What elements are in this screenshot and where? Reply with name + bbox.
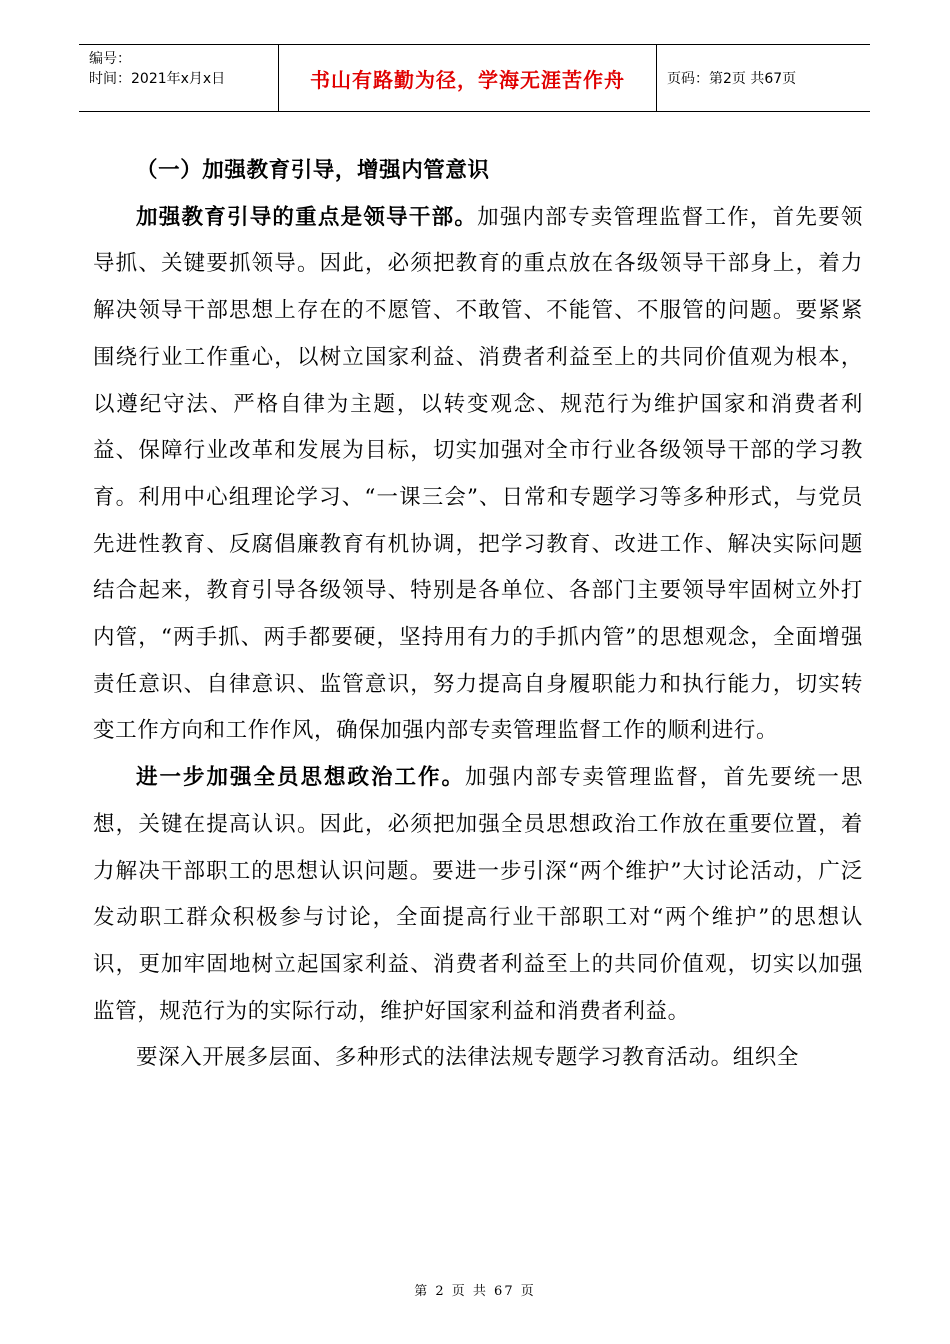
document-date-label: 时间：2021年x月x日 (89, 71, 226, 87)
paragraph-3-text: 要深入开展多层面、多种形式的法律法规专题学习教育活动。组织全 (136, 1045, 800, 1071)
paragraph-1-text: 加强内部专卖管理监督工作，首先要领导抓、关键要抓领导。因此，必须把教育的重点放在各级领导干部身上，着力解决领导干部思想上存在的不愿管、不敢管、不能管、不服管的问题。要紧紧围绕行业工作重心，以树立国家利益、消费者利益至上的共同价值观为根本，以遵纪守法、严格自律为主题，以转变观念、规范行为维护国家和消费者利益、保障行业改革和发展为目标，切实加强对全市行业各级领导干部的学习教育。利用中心组理论学习、“一课三会”、日常和专题学习等多种形式，与党员先进性教育、反腐倡廉教育有机协调，把学习教育、改进工作、解决实际问题结合起来，教育引导各级领导、特别是各单位、各部门主要领导牢固树立外打内管，“两手抓、两手都要硬，坚持用有力的手抓内管”的思想观念，全面增强责任意识、自律意识、监管意识，努力提高自身履职能力和执行能力，切实转变工作方向和工作作风，确保加强内部专卖管理监督工作的顺利进行。 (93, 204, 863, 744)
page-footer: 第 2 页 共 67 页 (414, 1284, 536, 1299)
header-motto: 书山有路勤为径，学海无涯苦作舟 (279, 45, 657, 111)
paragraph-2-lead: 进一步加强全员思想政治工作。 (136, 765, 465, 791)
paragraph-1 (93, 195, 863, 755)
paragraph-2 (93, 755, 863, 1035)
paragraph-3 (93, 1035, 863, 1082)
document-number-label: 编号： (89, 51, 131, 67)
header-meta-cell (79, 45, 279, 111)
paragraph-2-text: 加强内部专卖管理监督，首先要统一思想，关键在提高认识。因此，必须把加强全员思想政治工作放在重要位置，着力解决干部职工的思想认识问题。要进一步引深“两个维护”大讨论活动，广泛发动职工群众积极参与讨论，全面提高行业干部职工对“两个维护”的思想认识，更加牢固地树立起国家利益、消费者利益至上的共同价值观，切实以加强监管，规范行为的实际行动，维护好国家利益和消费者利益。 (93, 765, 863, 1024)
paragraph-1-lead: 加强教育引导的重点是领导干部。 (136, 204, 478, 230)
header-page-info: 页码：第2页 共67页 (667, 71, 797, 87)
section-heading: （一）加强教育引导，增强内管意识 (136, 158, 490, 183)
page-header (79, 44, 870, 112)
document-body (93, 148, 863, 1082)
